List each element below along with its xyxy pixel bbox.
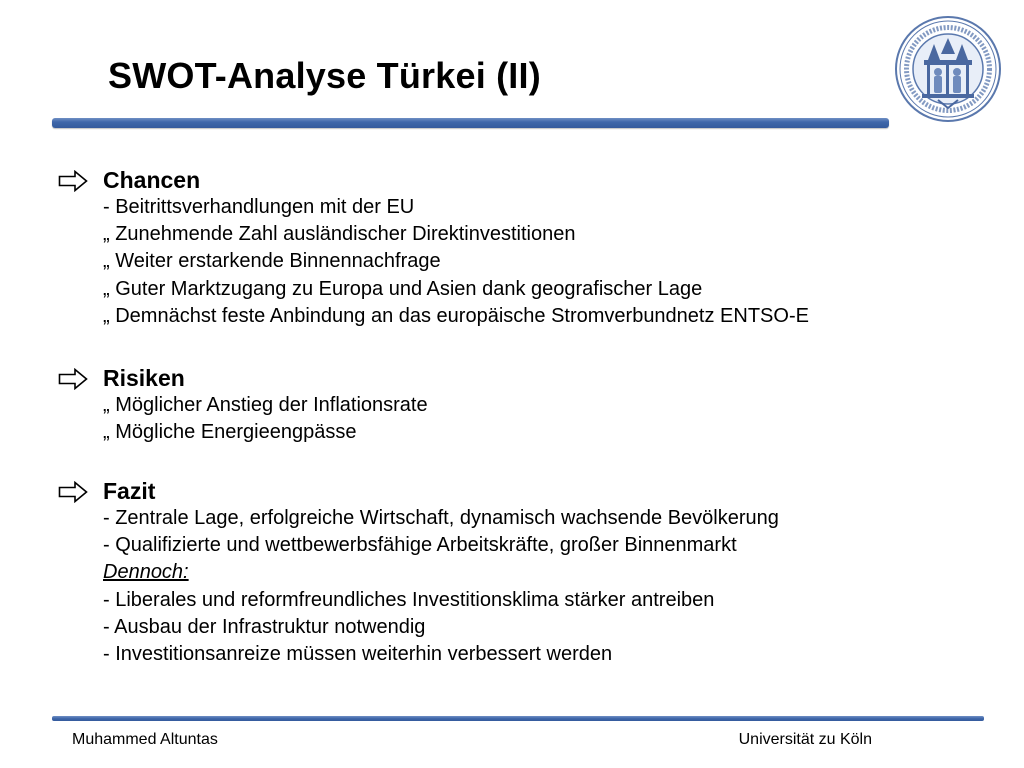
arrow-right-icon xyxy=(58,481,88,503)
list-item: - Investitionsanreize müssen weiterhin verbessert werden xyxy=(103,642,613,665)
list-item: „ Möglicher Anstieg der Inflationsrate xyxy=(103,394,428,416)
list-item: - Zentrale Lage, erfolgreiche Wirtschaft, dynamisch wachsende Bevölkerung xyxy=(103,507,779,529)
section-heading: Fazit xyxy=(103,478,156,504)
slide-title: SWOT-Analyse Türkei (II) xyxy=(108,55,541,96)
list-item: „ Demnächst feste Anbindung an das europäische Stromverbundnetz ENTSO-E xyxy=(103,304,809,327)
university-seal-icon xyxy=(894,14,1002,124)
list-item: - Beitrittsverhandlungen mit der EU xyxy=(103,196,415,218)
footer-institution: Universität zu Köln xyxy=(738,731,872,748)
section-heading: Risiken xyxy=(103,365,185,391)
footer-author: Muhammed Altuntas xyxy=(72,731,218,748)
dennoch-label: Dennoch: xyxy=(103,561,189,584)
arrow-right-icon xyxy=(58,170,88,192)
list-item: - Liberales und reformfreundliches Investitionsklima stärker antreiben xyxy=(103,588,715,611)
header-divider xyxy=(52,118,889,128)
list-item: „ Guter Marktzugang zu Europa und Asien dank geografischer Lage xyxy=(103,277,703,300)
arrow-right-icon xyxy=(58,368,88,390)
list-item: - Qualifizierte und wettbewerbsfähige Arbeitskräfte, großer Binnenmarkt xyxy=(103,534,737,557)
list-item: „ Weiter erstarkende Binnennachfrage xyxy=(103,250,441,273)
list-item: „ Zunehmende Zahl ausländischer Direktinvestitionen xyxy=(103,223,576,246)
footer-divider xyxy=(52,716,984,721)
list-item: - Ausbau der Infrastruktur notwendig xyxy=(103,615,426,638)
section-heading: Chancen xyxy=(103,167,201,193)
list-item: „ Mögliche Energieengpässe xyxy=(103,421,357,444)
